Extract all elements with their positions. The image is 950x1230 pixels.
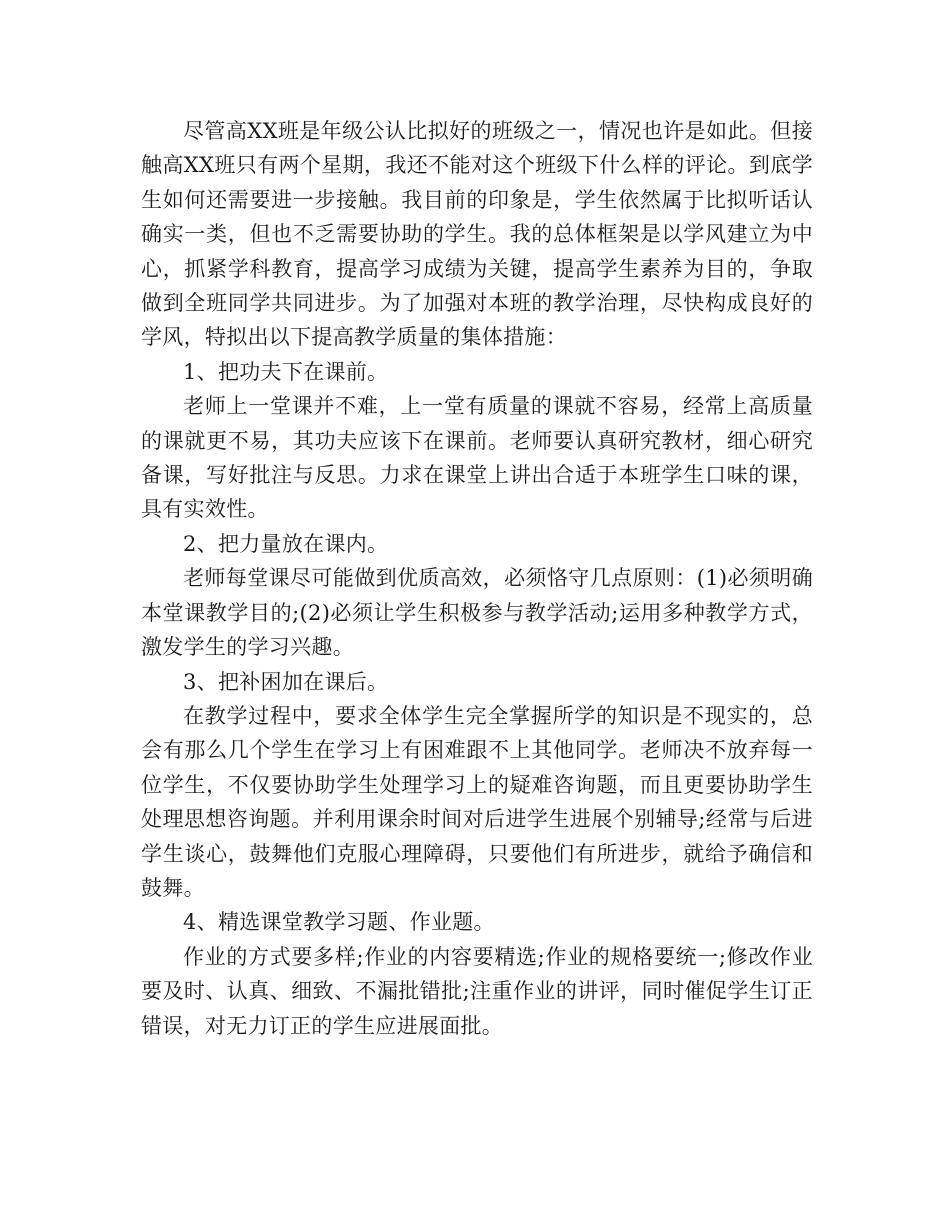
heading-2-in-class: 2、把力量放在课内。 (183, 531, 389, 556)
heading-1-before-class: 1、把功夫下在课前。 (183, 359, 389, 384)
heading-3-after-class: 3、把补困加在课后。 (183, 669, 389, 694)
paragraph-in-class: 老师每堂课尽可能做到优质高效，必须恪守几点原则：(1)必须明确本堂课教学目的;(2)必须让学生积极参与教学活动;运用多种教学方式，激发学生的学习兴趣。 (141, 566, 813, 660)
paragraph-exercises: 作业的方式要多样;作业的内容要精选;作业的规格要统一;修改作业要及时、认真、细致、不漏批错批;注重作业的讲评，同时催促学生订正错误，对无力订正的学生应进展面批。 (141, 944, 813, 1038)
heading-4-exercises: 4、精选课堂教学习题、作业题。 (183, 910, 495, 935)
intro-paragraph: 尽管高XX班是年级公认比拟好的班级之一，情况也许是如此。但接触高XX班只有两个星期，我还不能对这个班级下什么样的评论。到底学生如何还需要进一步接触。我目前的印象是，学生依然属于比拟听话认确实一类，但也不乏需要协助的学生。我的总体框架是以学风建立为中心，抓紧学科教育，提高学习成绩为关键，提高学生素养为目的，争取做到全班同学共同进步。为了加强对本班的教学治理，尽快构成良好的学风，特拟出以下提高教学质量的集体措施： (141, 119, 813, 350)
paragraph-before-class: 老师上一堂课并不难，上一堂有质量的课就不容易，经常上高质量的课就更不易，其功夫应该下在课前。老师要认真研究教材，细心研究备课，写好批注与反思。力求在课堂上讲出合适于本班学生口味的课，具有实效性。 (141, 394, 813, 522)
paragraph-after-class: 在教学过程中，要求全体学生完全掌握所学的知识是不现实的，总会有那么几个学生在学习上有困难跟不上其他同学。老师决不放弃每一位学生，不仅要协助学生处理学习上的疑难咨询题，而且更要协助学生处理思想咨询题。并利用课余时间对后进学生进展个别辅导;经常与后进学生谈心，鼓舞他们克服心理障碍，只要他们有所进步，就给予确信和鼓舞。 (141, 703, 813, 900)
document-body (141, 114, 813, 1043)
